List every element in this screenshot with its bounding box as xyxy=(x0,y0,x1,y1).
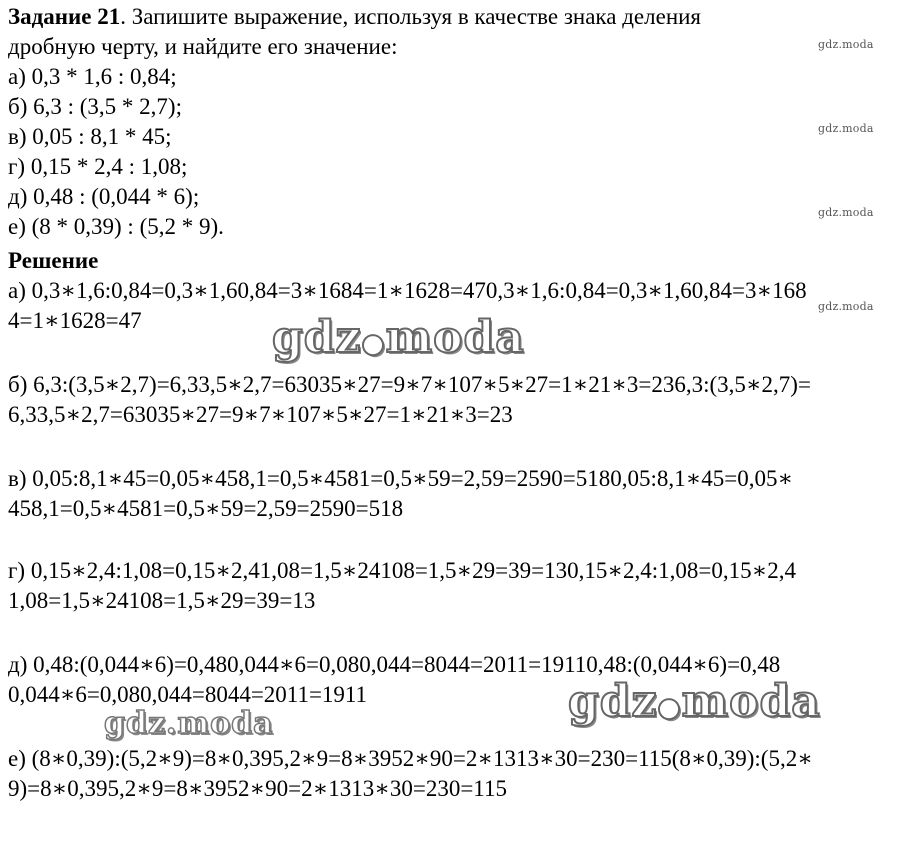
task-text-second: дробную черту, и найдите его значение: xyxy=(8,34,398,59)
item-d: д) 0,48 : (0,044 * 6); xyxy=(8,184,200,209)
watermark-big-1-right: moda xyxy=(385,312,525,363)
watermark-big-3: gdz.moda xyxy=(104,706,274,741)
watermark-big-2-left: gdz xyxy=(568,676,658,727)
solution-b-line2: 6,33,5∗2,7=63035∗27=9∗7∗107∗5∗27=1∗21∗3=23 xyxy=(8,402,513,427)
item-b: б) 6,3 : (3,5 * 2,7); xyxy=(8,94,182,119)
task-label: Задание 21 xyxy=(8,4,121,29)
watermark-big-2: gdz●moda xyxy=(568,676,821,727)
watermark-big-2-right: moda xyxy=(681,676,821,727)
watermark-small-4: gdz.moda xyxy=(818,300,874,313)
watermark-small-3: gdz.moda xyxy=(818,206,874,219)
solution-v-line1: в) 0,05:8,1∗45=0,05∗458,1=0,5∗4581=0,5∗59=2,59=2590=5180,05:8,1∗45=0,05∗ xyxy=(8,466,794,491)
solution-b-line1: б) 6,3:(3,5∗2,7)=6,33,5∗2,7=63035∗27=9∗7∗107∗5∗27=1∗21∗3=236,3:(3,5∗2,7)= xyxy=(8,372,811,397)
task-text-first: . Запишите выражение, используя в качестве знака деления xyxy=(120,4,702,29)
solution-e-line1: е) (8∗0,39):(5,2∗9)=8∗0,395,2∗9=8∗3952∗90=2∗1313∗30=230=115(8∗0,39):(5,2∗ xyxy=(8,746,813,771)
solution-e-line2: 9)=8∗0,395,2∗9=8∗3952∗90=2∗1313∗30=230=115 xyxy=(8,776,507,801)
item-v: в) 0,05 : 8,1 * 45; xyxy=(8,124,172,149)
solution-a-line2: 4=1∗1628=47 xyxy=(8,308,142,333)
solution-g-line1: г) 0,15∗2,4:1,08=0,15∗2,41,08=1,5∗24108=1,5∗29=39=130,15∗2,4:1,08=0,15∗2,4 xyxy=(8,558,796,583)
task-title-line xyxy=(8,2,701,32)
item-a: а) 0,3 * 1,6 : 0,84; xyxy=(8,64,177,89)
solution-d-line1: д) 0,48:(0,044∗6)=0,480,044∗6=0,080,044=8044=2011=19110,48:(0,044∗6)=0,48 xyxy=(8,652,781,677)
solution-g-line2: 1,08=1,5∗24108=1,5∗29=39=13 xyxy=(8,588,316,613)
watermark-small-1: gdz.moda xyxy=(818,38,874,51)
solution-heading: Решение xyxy=(8,248,99,273)
solution-v-line2: 458,1=0,5∗4581=0,5∗59=2,59=2590=518 xyxy=(8,496,404,521)
watermark-small-2: gdz.moda xyxy=(818,122,874,135)
watermark-big-1: gdz●moda xyxy=(272,312,525,363)
item-g: г) 0,15 * 2,4 : 1,08; xyxy=(8,154,188,179)
item-e: е) (8 * 0,39) : (5,2 * 9). xyxy=(8,214,224,239)
solution-a-line1: а) 0,3∗1,6:0,84=0,3∗1,60,84=3∗1684=1∗1628=470,3∗1,6:0,84=0,3∗1,60,84=3∗168 xyxy=(8,278,807,303)
watermark-big-1-left: gdz xyxy=(272,312,362,363)
solution-d-line2: 0,044∗6=0,080,044=8044=2011=1911 xyxy=(8,682,368,707)
